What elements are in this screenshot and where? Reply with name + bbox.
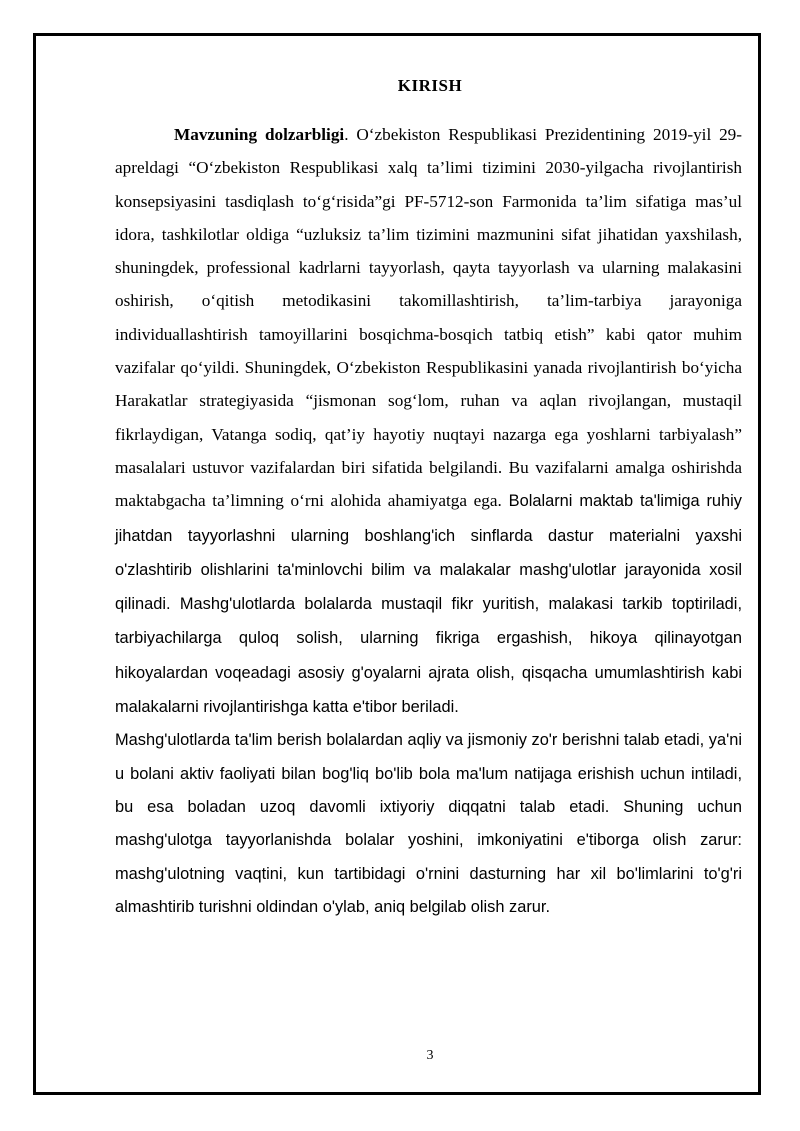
paragraph-text: . O‘zbekiston Respublikasi Prezidentining 2019-yil 29-apreldagi “O‘zbekiston Respublikasi xalq ta’limi tizimini 2030-yilgacha rivojlantirish konsepsiyasini tasdiqlash to‘g‘risida”gi PF-5712-son Farmonida ta’lim sifatiga mas’ul idora, tashkilotlar oldiga “uzluksiz ta’lim tizimini mazmunini sifat jihatidan yaxshilash, shuningdek, professional kadrlarni tayyorlash, qayta tayyorlash va ularning malakasini oshirish, o‘qitish metodikasini takomillashtirish, ta’lim-tarbiya jarayoniga individuallashtirish tamoyillarini bosqichma-bosqich tatbiq etish” kabi qator muhim vazifalar qo‘yildi. Shuningdek, O‘zbekiston Respublikasini yanada rivojlantirish bo‘yicha Harakatlar strategiyasida “jismonan sog‘lom, ruhan va aqlan rivojlangan, mustaqil fikrlaydigan, Vatanga sodiq, qat’iy hayotiy nuqtayi nazarga ega yoshlarni tarbiyalash” masalalari ustuvor vazifalardan biri sifatida belgilandi. Bu vazifalarni amalga oshirishda maktabgacha ta’limning o‘rni alohida ahamiyatga ega. [115,125,742,511]
paragraph-lead: Mavzuning dolzarbligi [174,125,345,144]
paragraph-text-continued: Bolalarni maktab ta'limiga ruhiy jihatdan tayyorlashni ularning boshlang'ich sinflarda dastur materialni yaxshi o'zlashtirib olishlarini ta'minlovchi bilim va malakalar mashg'ulotlar jarayonida xosil qilinadi. Mashg'ulotlarda bolalarda mustaqil fikr yuritish, malakasi tarkib toptiriladi, tarbiyachilarga quloq solish, ularning fikriga ergashish, hikoya qilinayotgan hikoyalardan voqeadagi asosiy g'oyalarni ajrata olish, qisqacha umumlashtirish kabi malakalarni rivojlantirishga katta e'tibor beriladi. [115,492,742,717]
paragraph-lessons: Mashg'ulotlarda ta'lim berish bolalardan aqliy va jismoniy zo'r berishni talab etadi, ya'ni u bolani aktiv faoliyati bilan bog'liq bo'lib bola ma'lum natijaga erishish uchun intiladi, bu esa boladan uzoq davomli ixtiyoriy diqqatni talab etadi. Shuning uchun mashg'ulotga tayyorlanishda bolalar yoshini, imkoniyatini e'tiborga olish zarur: mashg'ulotning vaqtini, kun tartibidagi o'rnini dasturning har xil bo'limlarini to'g'ri almashtirib turishni oldindan o'ylab, aniq belgilab olish zarur. [115,731,742,916]
page-title: KIRISH [397,76,463,95]
paragraph-relevance [115,118,742,724]
page-number: 3 [426,1048,434,1063]
document-body [115,118,742,924]
